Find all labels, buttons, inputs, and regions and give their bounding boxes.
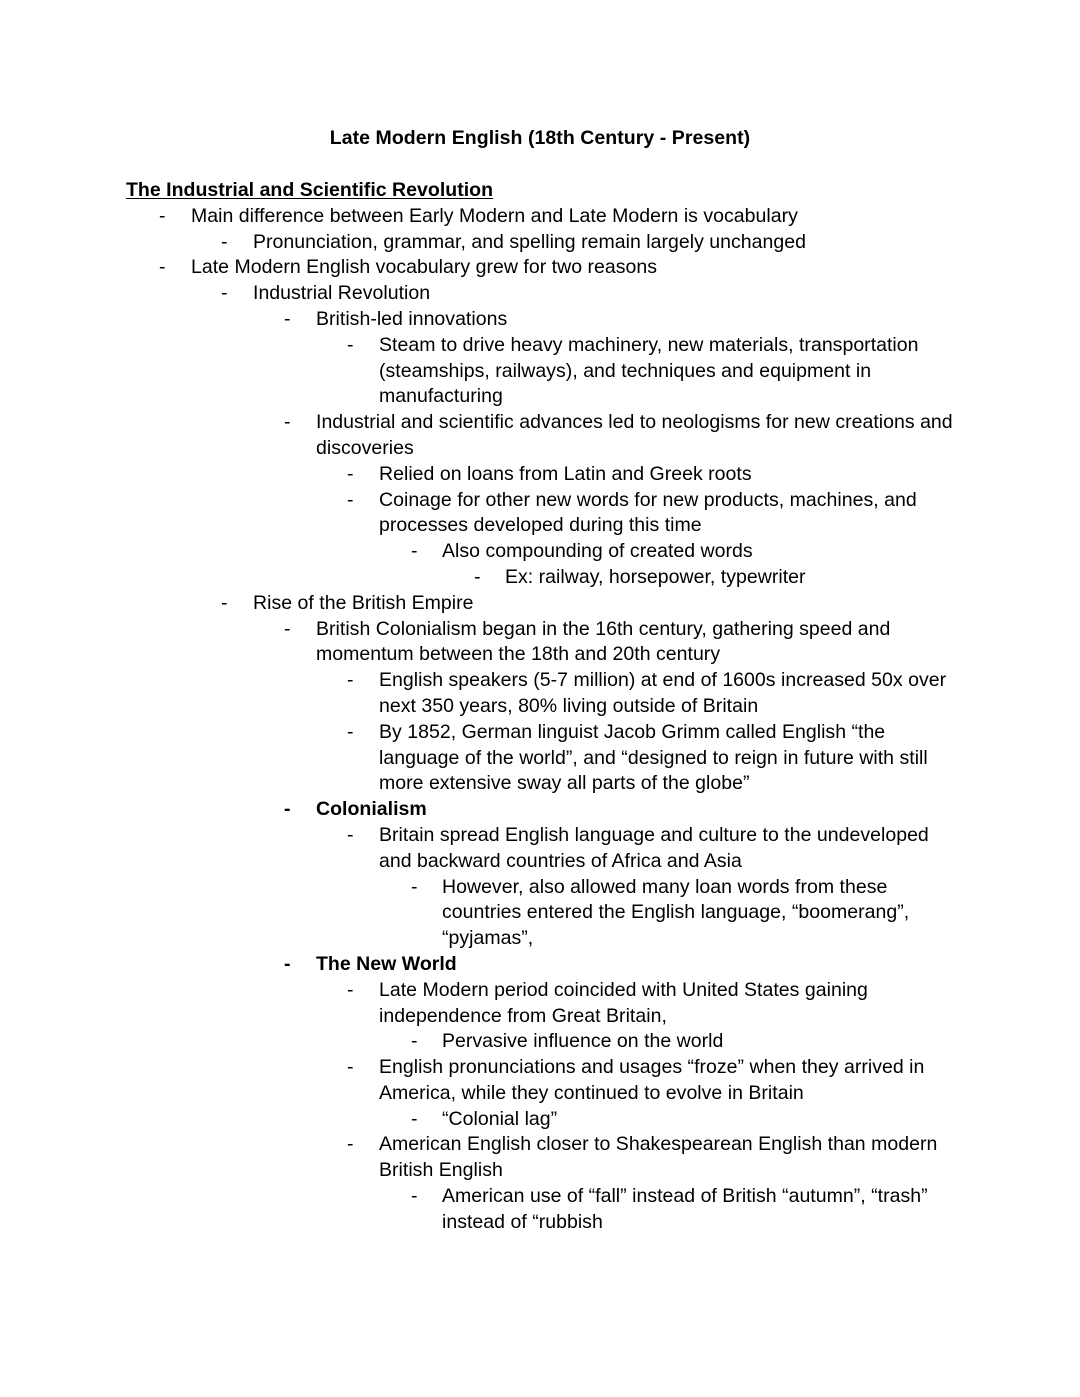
outline-item-text: Rise of the British Empire (253, 591, 474, 614)
outline-item-text: Late Modern period coincided with United States gaining independence from Great Britain, (379, 978, 868, 1027)
outline-item-text: British Colonialism began in the 16th century, gathering speed and momentum between the 18th and 20th century (316, 617, 891, 666)
bullet-marker: - (474, 565, 481, 588)
bullet-marker: - (159, 204, 166, 227)
outline-item (347, 488, 956, 540)
bullet-marker: - (284, 952, 291, 975)
outline-item (347, 978, 956, 1030)
outline-item-text: Also compounding of created words (442, 540, 753, 563)
bullet-marker: - (284, 798, 291, 821)
section-heading: The Industrial and Scientific Revolution (126, 179, 494, 201)
outline-item (284, 307, 956, 333)
outline-item-text: Pronunciation, grammar, and spelling remain largely unchanged (253, 230, 806, 253)
outline-item (159, 255, 956, 281)
outline-item (284, 410, 956, 462)
bullet-marker: - (347, 720, 354, 743)
bullet-marker: - (347, 462, 354, 485)
outline-item (347, 720, 956, 797)
outline-item-text: Britain spread English language and culture to the undeveloped and backward countries of Africa and Asia (379, 823, 929, 872)
bullet-marker: - (221, 282, 228, 305)
outline-item (347, 1132, 956, 1184)
bullet-marker: - (411, 540, 418, 563)
outline-item (347, 668, 956, 720)
bullet-marker: - (347, 823, 354, 846)
outline-item (221, 230, 956, 256)
outline-item-text: “Colonial lag” (442, 1107, 558, 1130)
outline-item-text: Late Modern English vocabulary grew for two reasons (191, 256, 658, 279)
bullet-marker: - (221, 591, 228, 614)
outline-item-text: American use of “fall” instead of British “autumn”, “trash” instead of “rubbish (442, 1185, 928, 1233)
outline-item (159, 204, 956, 230)
outline-item (411, 1107, 956, 1133)
bullet-marker: - (347, 978, 354, 1001)
bullet-marker: - (284, 307, 291, 330)
outline-item (411, 1184, 956, 1236)
bullet-marker: - (411, 1107, 418, 1130)
outline-item-text: English speakers (5-7 million) at end of 1600s increased 50x over next 350 years, 80% living outside of Britain (379, 669, 947, 717)
bullet-marker: - (411, 1185, 418, 1208)
outline-item-text: Industrial Revolution (253, 282, 431, 305)
bullet-marker: - (347, 1056, 354, 1079)
section-heading-wrapper (0, 178, 1080, 204)
outline-item (284, 617, 956, 669)
outline-item-text: Relied on loans from Latin and Greek roots (379, 462, 752, 485)
outline-item (284, 952, 956, 978)
outline-item-text: By 1852, German linguist Jacob Grimm called English “the language of the world”, and “designed to reign in future with still more extensive sway all parts of the globe” (379, 720, 928, 795)
outline-item-text: English pronunciations and usages “froze” when they arrived in America, while they continued to evolve in Britain (379, 1056, 925, 1104)
outline-item-text: British-led innovations (316, 307, 508, 330)
outline-item-text: Coinage for other new words for new products, machines, and processes developed during this time (379, 488, 917, 537)
bullet-marker: - (347, 333, 354, 356)
bullet-marker: - (347, 488, 354, 511)
outline-list (0, 204, 1080, 1236)
outline-item (411, 875, 956, 952)
outline-item (411, 539, 956, 565)
outline-item-text: Pervasive influence on the world (442, 1030, 724, 1053)
bullet-marker: - (159, 256, 166, 279)
outline-item (284, 797, 956, 823)
outline-item (221, 591, 956, 617)
outline-item (474, 565, 956, 591)
outline-item-text: The New World (316, 952, 457, 975)
outline-item (347, 333, 956, 410)
outline-item (221, 281, 956, 307)
outline-item-text: Steam to drive heavy machinery, new materials, transportation (steamships, railways), and techniques and equipment in manufacturing (379, 333, 919, 408)
outline-item-text: Ex: railway, horsepower, typewriter (505, 565, 806, 588)
outline-item-text: American English closer to Shakespearean English than modern British English (379, 1133, 938, 1182)
bullet-marker: - (347, 669, 354, 692)
bullet-marker: - (411, 875, 418, 898)
outline-item-text: Main difference between Early Modern and Late Modern is vocabulary (191, 204, 798, 227)
outline-item-text: However, also allowed many loan words from these countries entered the English language, “boomerang”, “pyjamas”, (442, 875, 910, 950)
bullet-marker: - (284, 411, 291, 434)
outline-item (347, 462, 956, 488)
bullet-marker: - (347, 1133, 354, 1156)
outline-item (347, 823, 956, 875)
outline-item (411, 1029, 956, 1055)
outline-item (347, 1055, 956, 1107)
bullet-marker: - (411, 1030, 418, 1053)
document-body (0, 178, 1080, 1236)
outline-item-text: Colonialism (316, 798, 427, 821)
bullet-marker: - (221, 230, 228, 253)
page-title: Late Modern English (18th Century - Present) (329, 127, 751, 149)
bullet-marker: - (284, 617, 291, 640)
outline-item-text: Industrial and scientific advances led to neologisms for new creations and discoveries (316, 411, 953, 459)
